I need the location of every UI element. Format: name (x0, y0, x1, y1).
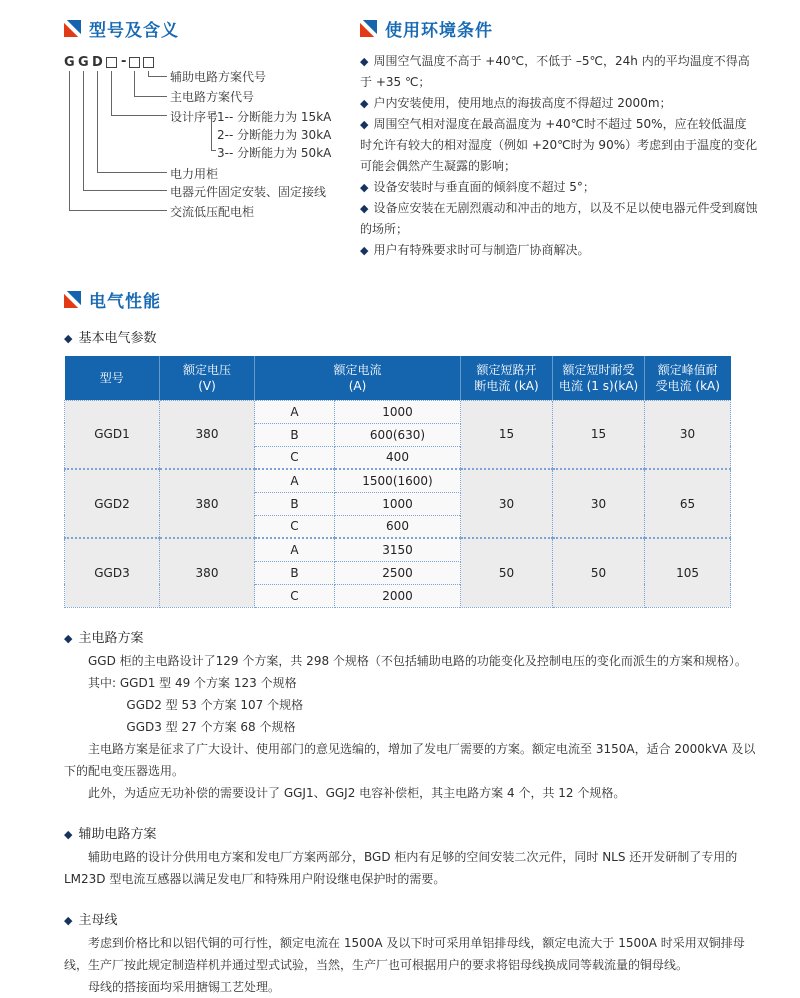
connector-line (134, 71, 135, 97)
cell-current-value: 400 (335, 446, 461, 469)
connector-line (111, 115, 167, 116)
diamond-bullet-icon: ◆ (64, 631, 73, 645)
design-option-2: 2-- 分断能力为 30kA (217, 128, 332, 142)
diamond-bullet-icon: ◆ (64, 913, 73, 927)
label-design-serial: 设计序号 (170, 110, 219, 124)
model-letter: D (92, 55, 103, 70)
design-option-1: 1-- 分断能力为 15kA (217, 110, 332, 124)
table-header-row (65, 356, 731, 400)
cell-current-value: 2000 (335, 584, 461, 607)
cell-withstand: 50 (553, 538, 645, 607)
cell-current-letter: A (255, 400, 335, 423)
header-breaking-current: 额定短路开 断电流 (kA) (461, 356, 553, 400)
cell-peak: 105 (645, 538, 731, 607)
model-letter: G (64, 55, 75, 70)
cell-current-value: 1000 (335, 492, 461, 515)
section-corner-icon (360, 20, 377, 37)
cell-current-letter: B (255, 561, 335, 584)
cell-withstand: 30 (553, 469, 645, 538)
design-option-3: 3-- 分断能力为 50kA (217, 146, 332, 160)
subheading-text: 基本电气参数 (78, 331, 157, 346)
env-bullet-item (360, 93, 758, 114)
heading-text: 辅助电路方案 (78, 826, 157, 842)
env-bullet-item (360, 51, 758, 93)
heading-text: 主电路方案 (78, 630, 144, 646)
env-bullet-item (360, 114, 758, 177)
environment-section (360, 16, 758, 261)
electrical-performance-section (64, 287, 758, 608)
diamond-bullet-icon: ◆ (64, 332, 73, 345)
env-bullet-item (360, 198, 758, 240)
section-title: 使用环境条件 (385, 21, 493, 41)
main-circuit-paragraph-1: GGD 柜的主电路设计了129 个方案，共 298 个规格（不包括辅助电路的功能变化及控制电压的变化而派生的方案和规格）。 (88, 653, 747, 668)
cell-voltage: 380 (160, 538, 255, 607)
cell-current-letter: A (255, 538, 335, 561)
model-box (106, 57, 117, 68)
cell-breaking: 50 (461, 538, 553, 607)
cell-peak: 30 (645, 400, 731, 469)
connector-line (111, 71, 112, 116)
env-bullet-item (360, 240, 758, 261)
cell-current-letter: A (255, 469, 335, 492)
model-designation-diagram (64, 55, 360, 225)
environment-bullet-list (360, 51, 758, 261)
connector-line (97, 71, 98, 173)
main-circuit-paragraph-3: 此外，为适应无功补偿的需要设计了 GGJ1、GGJ2 电容补偿柜，其主电路方案 4 个，共 12 个规格。 (88, 785, 626, 800)
section-corner-icon (64, 291, 81, 308)
diamond-bullet-icon: ◆ (360, 118, 369, 131)
header-rated-voltage: 额定电压 (V) (160, 356, 255, 400)
connector-line (69, 210, 167, 211)
model-letter: G (78, 55, 89, 70)
connector-line (83, 71, 84, 191)
label-power-cabinet: 电力用柜 (170, 167, 219, 181)
electrical-section-header (64, 287, 758, 312)
busbar-heading (64, 910, 756, 932)
connector-line (69, 71, 70, 211)
cell-peak: 65 (645, 469, 731, 538)
label-ac-lv-cabinet: 交流低压配电柜 (170, 205, 255, 219)
env-bullet-item (360, 177, 758, 198)
diamond-bullet-icon: ◆ (360, 202, 369, 215)
header-withstand-current: 额定短时耐受 电流 (1 s)(kA) (553, 356, 645, 400)
cell-current-letter: C (255, 515, 335, 538)
env-bullet-text: 户内安装使用，使用地点的海拔高度不得超过 2000m； (373, 96, 672, 110)
env-bullet-text: 周围空气相对湿度在最高温度为 +40℃时不超过 50%，应在较低温度时允许有较大的相对湿度（例如 +20℃时为 90%）考虑到由于温度的变化可能会偶然产生凝露的影响； (360, 117, 758, 173)
table-row (65, 400, 731, 423)
cell-model: GGD1 (65, 400, 160, 469)
aux-circuit-paragraph: 辅助电路的设计分供用电方案和发电厂方案两部分，BGD 柜内有足够的空间安装二次元件，同时 NLS 还开发研制了专用的 LM23D 型电流互感器以满足发电厂和特殊用户附设继电保护时的需要。 (64, 849, 738, 886)
cell-current-value: 600(630) (335, 423, 461, 446)
cell-current-letter: C (255, 446, 335, 469)
label-fixed-mounting: 电器元件固定安装、固定接线 (170, 185, 327, 199)
section-corner-icon (64, 20, 81, 37)
cell-current-value: 1000 (335, 400, 461, 423)
env-bullet-text: 设备安装时与垂直面的倾斜度不超过 5°； (373, 180, 595, 194)
model-box (143, 57, 154, 68)
env-bullet-text: 周围空气温度不高于 +40℃，不低于 –5℃，24h 内的平均温度不得高于 +35 ℃； (360, 54, 750, 89)
cell-breaking: 30 (461, 469, 553, 538)
diamond-bullet-icon: ◆ (64, 827, 73, 841)
electrical-parameters-table (64, 356, 731, 608)
environment-section-header (360, 16, 758, 41)
section-title: 电气性能 (89, 292, 161, 312)
label-main-circuit-code: 主电路方案代号 (170, 90, 255, 104)
header-rated-current: 额定电流 (A) (255, 356, 461, 400)
top-columns (0, 0, 800, 261)
diamond-bullet-icon: ◆ (360, 97, 369, 110)
cell-voltage: 380 (160, 469, 255, 538)
cell-breaking: 15 (461, 400, 553, 469)
model-box (129, 57, 140, 68)
cell-withstand: 15 (553, 400, 645, 469)
cell-current-value: 1500(1600) (335, 469, 461, 492)
connector-line (148, 76, 167, 77)
options-bracket (211, 113, 216, 151)
table-row (65, 538, 731, 561)
cell-current-letter: B (255, 492, 335, 515)
model-section (64, 16, 360, 261)
diamond-bullet-icon: ◆ (360, 181, 369, 194)
cell-current-value: 3150 (335, 538, 461, 561)
main-circuit-among-line: 其中: GGD1 型 49 个方案 123 个规格 (88, 675, 297, 690)
connector-line (97, 172, 167, 173)
label-aux-circuit-code: 辅助电路方案代号 (170, 70, 267, 84)
main-circuit-paragraph-2: 主电路方案是征求了广大设计、使用部门的意见选编的，增加了发电厂需要的方案。额定电流至 3150A，适合 2000kVA 及以下的配电变压器选用。 (64, 741, 756, 778)
model-dash: - (121, 54, 127, 69)
busbar-section (64, 910, 756, 998)
section-title: 型号及含义 (89, 21, 179, 41)
heading-text: 主母线 (78, 912, 118, 928)
header-peak-current: 额定峰值耐 受电流 (kA) (645, 356, 731, 400)
cell-model: GGD2 (65, 469, 160, 538)
basic-parameters-subheading (64, 327, 758, 346)
model-section-header (64, 16, 360, 41)
aux-circuit-section (64, 824, 756, 890)
header-model: 型号 (65, 356, 160, 400)
connector-line (83, 190, 167, 191)
table-row (65, 469, 731, 492)
cell-current-letter: B (255, 423, 335, 446)
diamond-bullet-icon: ◆ (360, 244, 369, 257)
cell-current-letter: C (255, 584, 335, 607)
main-circuit-ggd2-line: GGD2 型 53 个方案 107 个规格 (126, 697, 304, 712)
busbar-paragraph-1: 考虑到价格比和以铝代铜的可行性，额定电流在 1500A 及以下时可采用单铝排母线，额定电流大于 1500A 时采用双铜排母线，生产厂按此规定制造样机并通过型式试验，当然，生产厂也可根据用户的要求将铝母线换成同等载流量的铜母线。 (64, 935, 745, 972)
main-circuit-heading (64, 628, 756, 650)
busbar-paragraph-2: 母线的搭接面均采用搪锡工艺处理。 (88, 979, 281, 994)
cell-current-value: 600 (335, 515, 461, 538)
env-bullet-text: 设备应安装在无剧烈震动和冲击的地方，以及不足以使电器元件受到腐蚀的场所； (360, 201, 758, 236)
main-circuit-ggd3-line: GGD3 型 27 个方案 68 个规格 (126, 719, 296, 734)
diamond-bullet-icon: ◆ (360, 55, 369, 68)
env-bullet-text: 用户有特殊要求时可与制造厂协商解决。 (373, 243, 590, 257)
connector-line (134, 96, 167, 97)
aux-circuit-heading (64, 824, 756, 846)
cell-model: GGD3 (65, 538, 160, 607)
main-circuit-section (64, 628, 756, 804)
cell-current-value: 2500 (335, 561, 461, 584)
cell-voltage: 380 (160, 400, 255, 469)
